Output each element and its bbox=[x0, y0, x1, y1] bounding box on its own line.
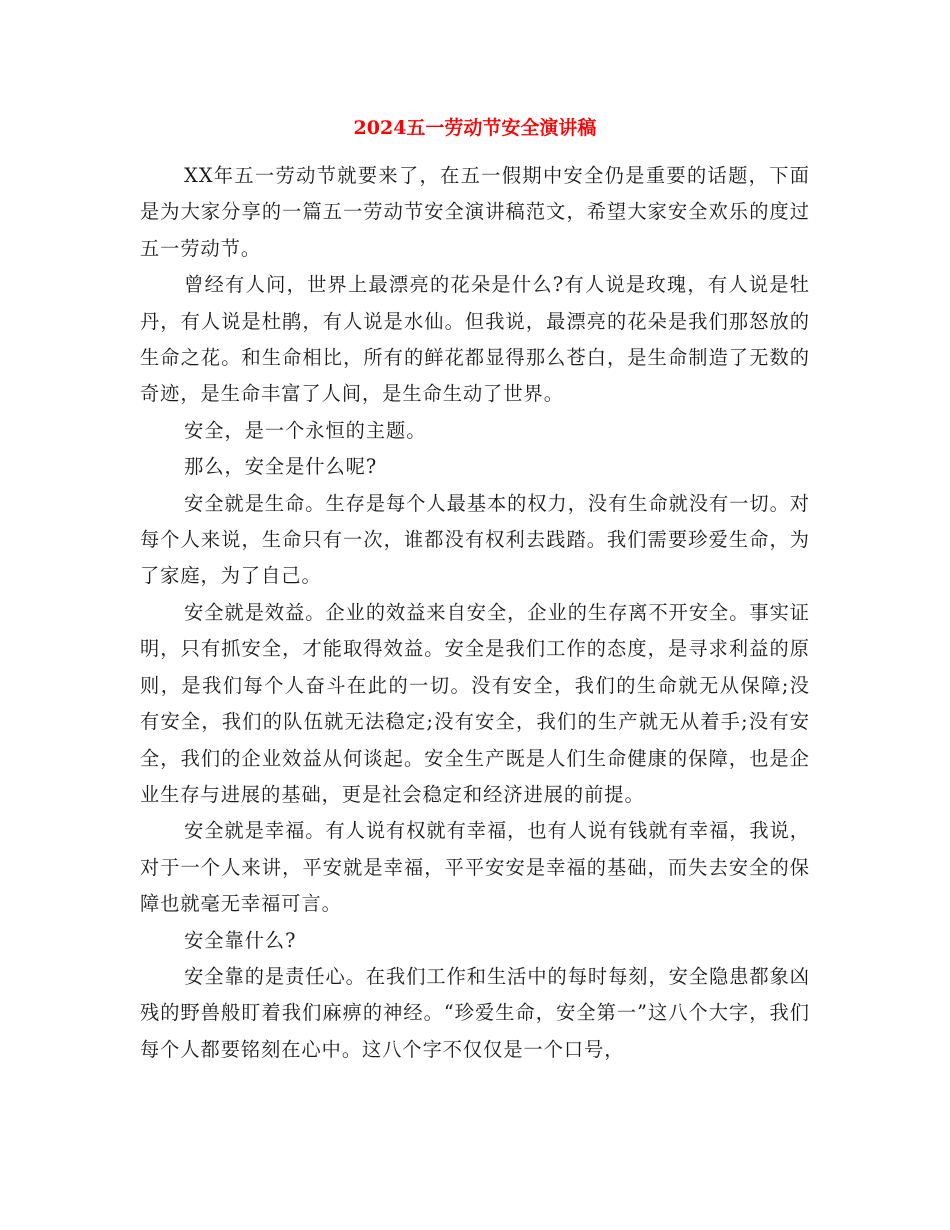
paragraph-safety-benefit: 安全就是效益。企业的效益来自安全，企业的生存离不开安全。事实证明，只有抓安全，才能取得效益。安全是我们工作的态度，是寻求利益的原则，是我们每个人奋斗在此的一切。没有安全，我们的生命就无从保障;没有安全，我们的队伍就无法稳定;没有安全，我们的生产就无从着手;没有安全，我们的企业效益从何谈起。安全生产既是人们生命健康的保障，也是企业生存与进展的基础，更是社会稳定和经济进展的前提。 bbox=[140, 600, 810, 806]
paragraph-safety-life: 安全就是生命。生存是每个人最基本的权力，没有生命就没有一切。对每个人来说，生命只有一次，谁都没有权利去践踏。我们需要珍爱生命，为了家庭，为了自己。 bbox=[140, 491, 810, 588]
paragraph-safety-happiness: 安全就是幸福。有人说有权就有幸福，也有人说有钱就有幸福，我说，对于一个人来讲，平安就是幸福，平平安安是幸福的基础，而失去安全的保障也就毫无幸福可言。 bbox=[140, 819, 810, 916]
document-title: 2024五一劳动节安全演讲稿 bbox=[353, 117, 597, 139]
paragraph-theme: 安全，是一个永恒的主题。 bbox=[184, 418, 427, 442]
paragraph-responsibility: 安全靠的是责任心。在我们工作和生活中的每时每刻，安全隐患都象凶残的野兽般盯着我们麻痹的神经。“珍爱生命，安全第一”这八个大字，我们每个人都要铭刻在心中。这八个字不仅仅是一个口号， bbox=[140, 964, 810, 1061]
paragraph-question-what: 那么，安全是什么呢? bbox=[184, 455, 378, 479]
document-body bbox=[140, 158, 810, 1068]
paragraph-intro: XX年五一劳动节就要来了，在五一假期中安全仍是重要的话题，下面是为大家分享的一篇五一劳动节安全演讲稿范文，希望大家安全欢乐的度过五一劳动节。 bbox=[140, 164, 810, 260]
paragraph-flowers: 曾经有人问，世界上最漂亮的花朵是什么?有人说是玫瑰，有人说是牡丹，有人说是杜鹃，有人说是水仙。但我说，最漂亮的花朵是我们那怒放的生命之花。和生命相比，所有的鲜花都显得那么苍白，是生命制造了无数的奇迹，是生命丰富了人间，是生命生动了世界。 bbox=[140, 273, 810, 406]
paragraph-question-rely: 安全靠什么? bbox=[184, 928, 297, 952]
